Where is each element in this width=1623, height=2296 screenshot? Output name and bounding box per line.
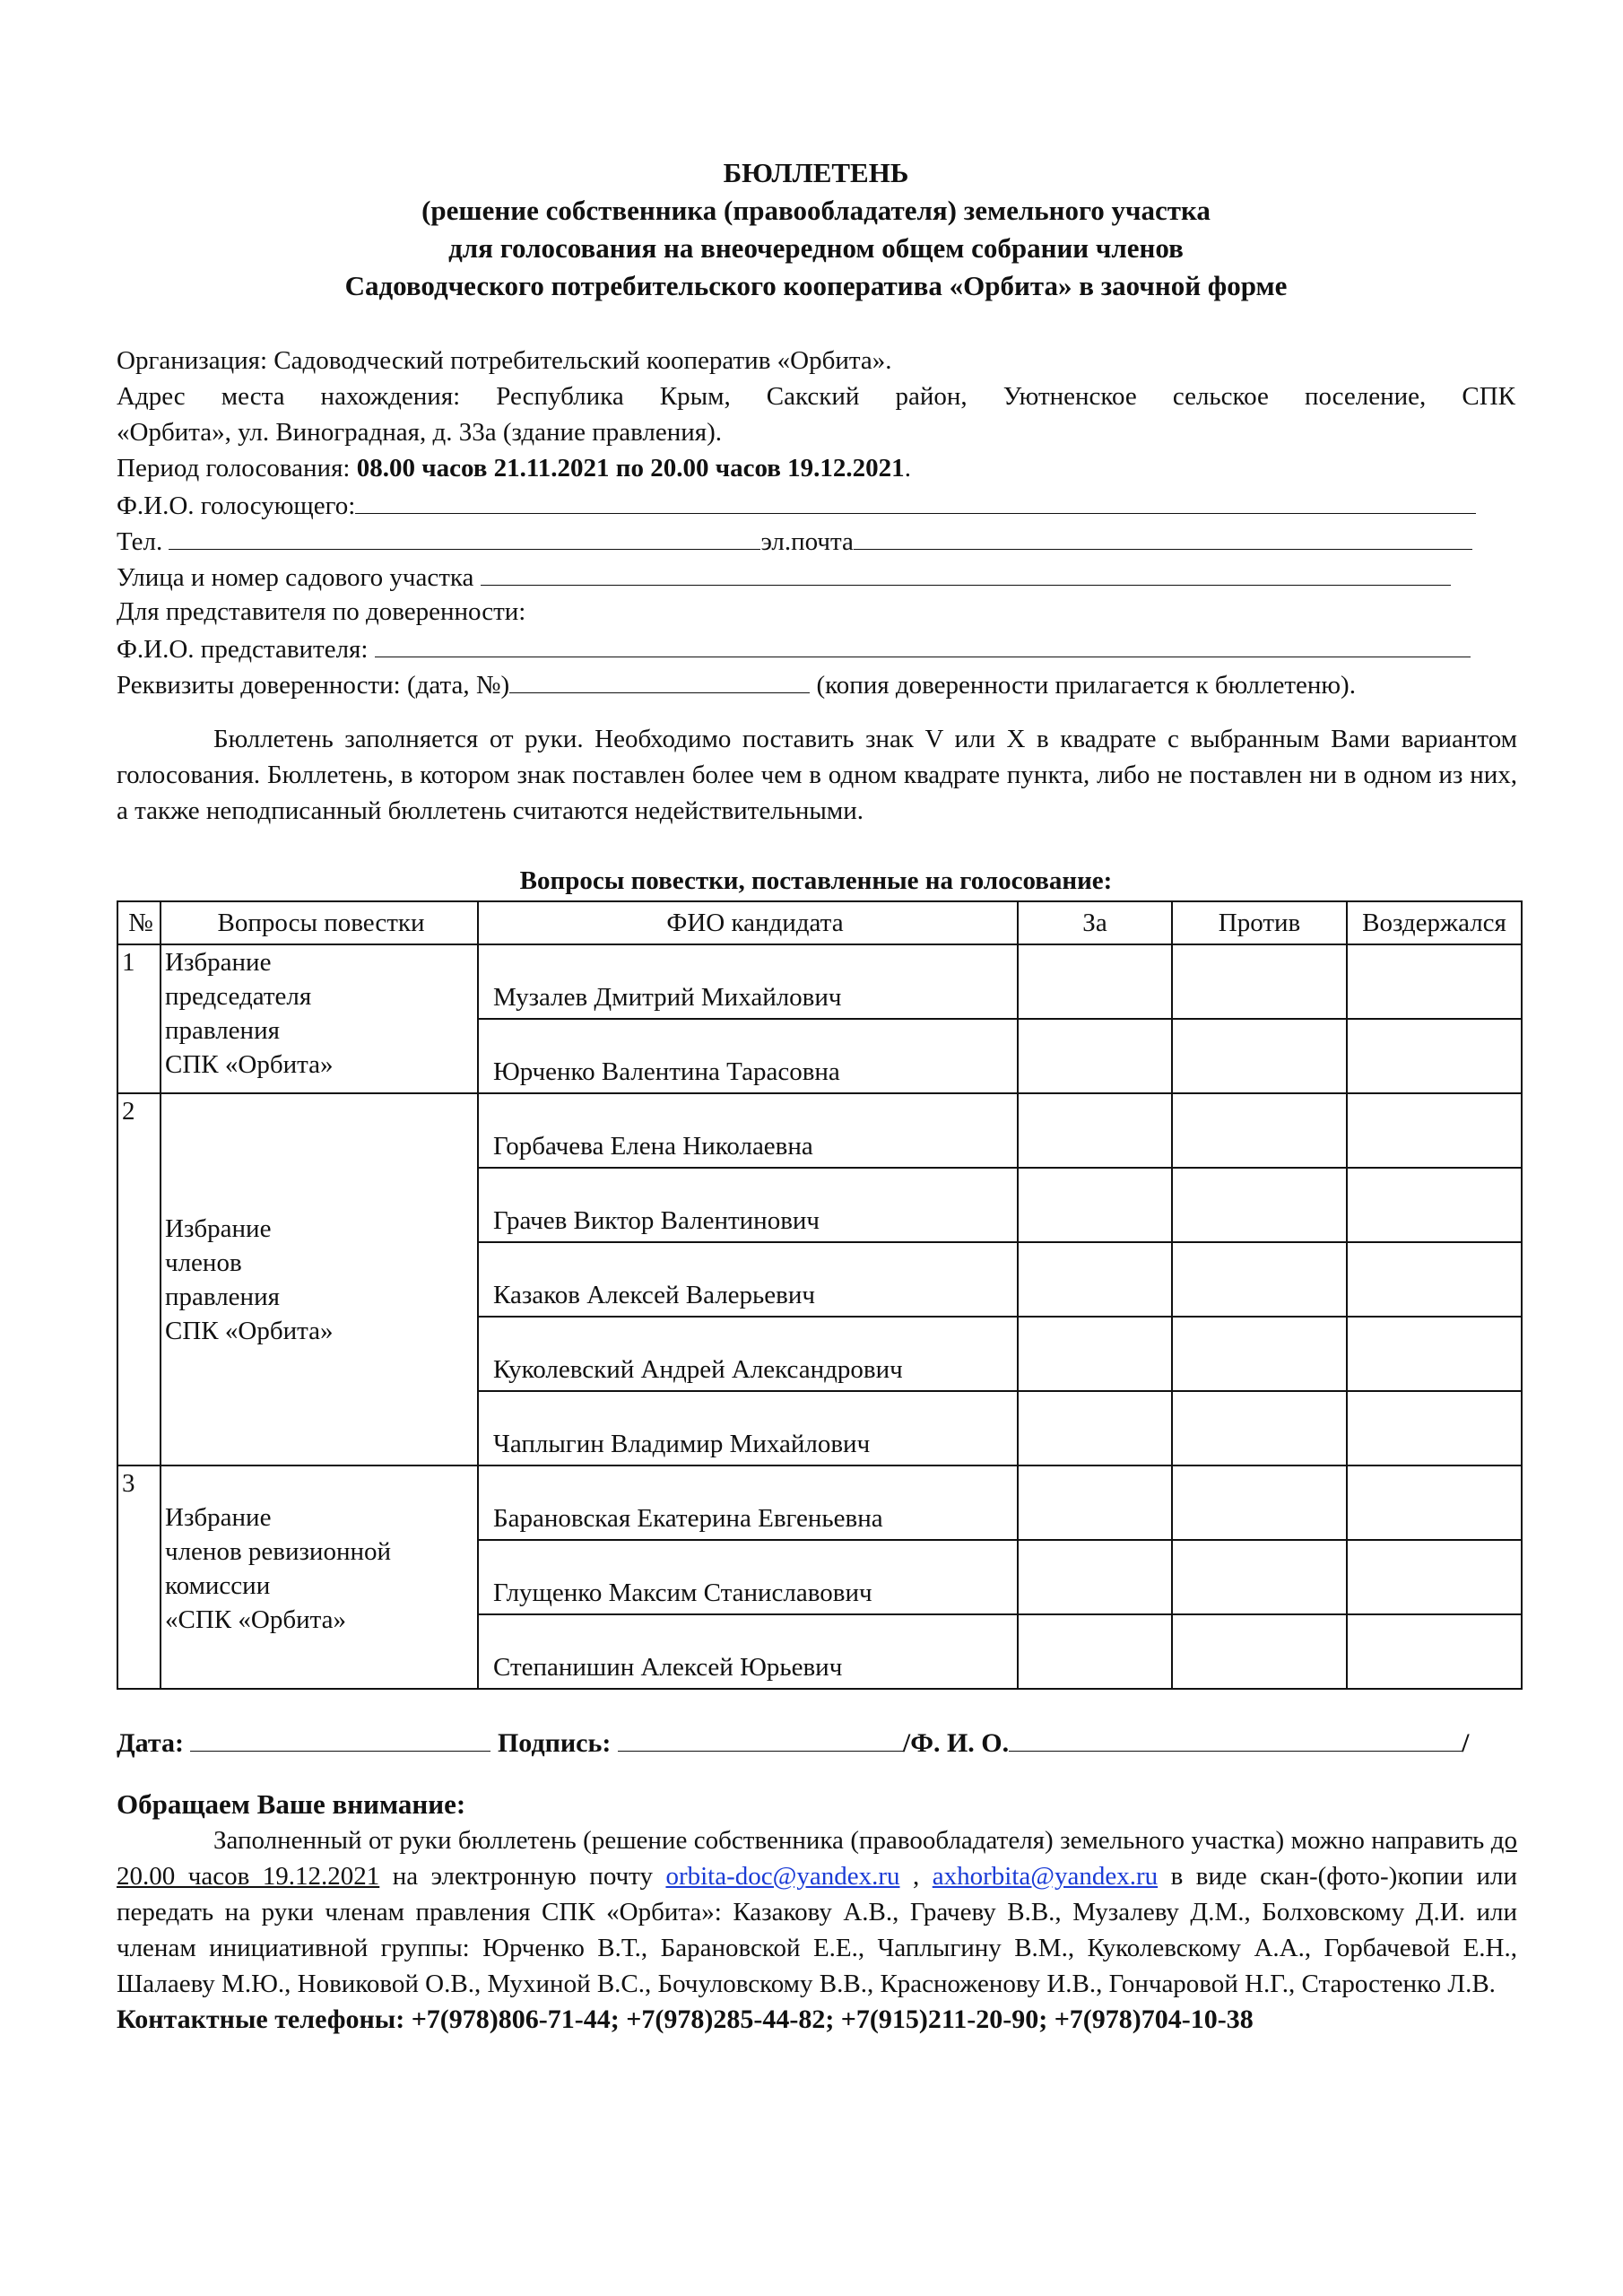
rep-fio-field[interactable]	[375, 630, 1471, 657]
vote-for-box[interactable]	[1018, 1093, 1172, 1168]
vote-abstain-box[interactable]	[1347, 1465, 1522, 1540]
vote-abstain-box[interactable]	[1347, 1168, 1522, 1242]
vote-abstain-box[interactable]	[1347, 1019, 1522, 1093]
instructions	[117, 721, 1517, 829]
candidate-name: Глущенко Максим Станиславович	[478, 1540, 1018, 1614]
table-row	[117, 944, 1522, 1019]
header-num: №	[117, 901, 161, 944]
street-field[interactable]	[481, 558, 1451, 586]
header-candidate: ФИО кандидата	[478, 901, 1018, 944]
ballot-subtitle-2: для голосования на внеочередном общем собрании членов	[448, 232, 1184, 264]
notice-paragraph	[117, 1822, 1517, 2002]
candidate-name: Барановская Екатерина Евгеньевна	[478, 1465, 1018, 1540]
question-num: 2	[117, 1093, 161, 1465]
vote-against-box[interactable]	[1172, 944, 1347, 1019]
vote-for-box[interactable]	[1018, 1168, 1172, 1242]
vote-for-box[interactable]	[1018, 1614, 1172, 1689]
header-abstain: Воздержался	[1347, 901, 1522, 944]
notice-text-2: на электронную почту	[379, 1862, 666, 1891]
ballot-subtitle-3: Садоводческого потребительского кооператива «Орбита» в заочной форме	[344, 270, 1288, 301]
question-num: 1	[117, 944, 161, 1093]
vote-abstain-box[interactable]	[1347, 1093, 1522, 1168]
table-row	[117, 1093, 1522, 1168]
voter-fio-line	[117, 486, 1515, 522]
notice-deadline: до 20.00 часов 19.12.2021	[117, 1826, 1517, 1891]
signer-fio-field[interactable]	[1009, 1722, 1462, 1752]
signature-end: /	[1462, 1728, 1470, 1758]
date-label: Дата:	[117, 1728, 184, 1758]
notice-text-1: Заполненный от руки бюллетень (решение собственника (правообладателя) земельного участка) можно направить	[213, 1826, 1491, 1855]
header-question: Вопросы повестки	[161, 901, 478, 944]
signature-line	[117, 1722, 1515, 1761]
vote-for-box[interactable]	[1018, 1317, 1172, 1391]
candidate-name: Горбачева Елена Николаевна	[478, 1093, 1018, 1168]
vote-against-box[interactable]	[1172, 1317, 1347, 1391]
ballot-header	[117, 154, 1515, 305]
vote-abstain-box[interactable]	[1347, 1317, 1522, 1391]
candidate-name: Казаков Алексей Валерьевич	[478, 1242, 1018, 1317]
signature-label: Подпись:	[497, 1728, 612, 1758]
email-link-2[interactable]: axhorbita@yandex.ru	[932, 1862, 1159, 1891]
address-line-2: «Орбита», ул. Виноградная, д. 33а (здание правления).	[117, 418, 723, 447]
date-field[interactable]	[190, 1722, 490, 1752]
info-block	[117, 343, 1515, 701]
header-against: Против	[1172, 901, 1347, 944]
ballot-subtitle-1: (решение собственника (правообладателя) земельного участка	[421, 195, 1211, 226]
ballot-title: БЮЛЛЕТЕНЬ	[723, 157, 909, 188]
candidate-name: Юрченко Валентина Тарасовна	[478, 1019, 1018, 1093]
organization-line: Организация: Садоводческий потребительский кооператив «Орбита».	[117, 346, 892, 375]
table-row	[117, 1465, 1522, 1540]
notice-text-4: в виде скан-(фото-)копии или передать на руки членам правления СПК «Орбита»: Казакову А.В., Грачеву В.В., Музалеву Д.М., Болховскому Д.И. или членам инициативной группы: Юрченко В.Т., Барановской Е.Е., Чаплыгину В.М., Куколевскому А.А., Горбачевой Е.Н., Шалаеву М.Ю., Новиковой О.В., Мухиной В.С., Бочуловскому В.В., Красноженову И.В., Гончаровой Н.Г., Старостенко Л.В.	[117, 1862, 1518, 1998]
voting-table	[117, 900, 1523, 1690]
email-link-1[interactable]: orbita-doc@yandex.ru	[665, 1862, 900, 1891]
instructions-text: Бюллетень заполняется от руки. Необходимо поставить знак V или X в квадрате с выбранным Вами вариантом голосования. Бюллетень, в котором знак поставлен более чем в одном квадрате пункта, либо не поставлен ни в одном из них, а также неподписанный бюллетень считаются недействительными.	[117, 725, 1517, 825]
power-label: Реквизиты доверенности: (дата, №)	[117, 671, 510, 700]
vote-abstain-box[interactable]	[1347, 1242, 1522, 1317]
vote-for-box[interactable]	[1018, 944, 1172, 1019]
street-label: Улица и номер садового участка	[117, 563, 474, 592]
power-note: (копия доверенности прилагается к бюллетеню).	[816, 671, 1356, 700]
period-end: .	[904, 454, 911, 483]
notice-text-3: ,	[899, 1862, 920, 1891]
vote-abstain-box[interactable]	[1347, 1540, 1522, 1614]
vote-for-box[interactable]	[1018, 1242, 1172, 1317]
notice-title: Обращаем Ваше внимание:	[117, 1788, 466, 1820]
candidate-name: Чаплыгин Владимир Михайлович	[478, 1391, 1018, 1465]
vote-abstain-box[interactable]	[1347, 1614, 1522, 1689]
vote-for-box[interactable]	[1018, 1540, 1172, 1614]
period-value: 08.00 часов 21.11.2021 по 20.00 часов 19.12.2021	[356, 454, 905, 483]
candidate-name: Куколевский Андрей Александрович	[478, 1317, 1018, 1391]
table-title: Вопросы повестки, поставленные на голосование:	[519, 866, 1113, 895]
question-text: Избрание членов ревизионной комиссии «СПК «Орбита»	[161, 1465, 478, 1689]
vote-against-box[interactable]	[1172, 1168, 1347, 1242]
header-for: За	[1018, 901, 1172, 944]
vote-against-box[interactable]	[1172, 1019, 1347, 1093]
vote-against-box[interactable]	[1172, 1093, 1347, 1168]
power-field[interactable]	[509, 665, 810, 693]
email-label: эл.почта	[760, 527, 854, 556]
vote-against-box[interactable]	[1172, 1540, 1347, 1614]
candidate-name: Музалев Дмитрий Михайлович	[478, 944, 1018, 1019]
contact-phones: Контактные телефоны: +7(978)806-71-44; +7(978)285-44-82; +7(915)211-20-90; +7(978)704-10-38	[117, 2005, 1254, 2034]
vote-against-box[interactable]	[1172, 1465, 1347, 1540]
vote-for-box[interactable]	[1018, 1391, 1172, 1465]
notice-block	[117, 1787, 1517, 2038]
candidate-name: Степанишин Алексей Юрьевич	[478, 1614, 1018, 1689]
question-num: 3	[117, 1465, 161, 1689]
candidate-name: Грачев Виктор Валентинович	[478, 1168, 1018, 1242]
rep-fio-label: Ф.И.О. представителя:	[117, 635, 369, 664]
question-text: Избрание членов правления СПК «Орбита»	[161, 1093, 478, 1465]
signer-fio-label: /Ф. И. О.	[902, 1728, 1010, 1758]
vote-against-box[interactable]	[1172, 1391, 1347, 1465]
vote-for-box[interactable]	[1018, 1465, 1172, 1540]
contact-line	[117, 522, 1515, 558]
period-label: Период голосования:	[117, 454, 357, 483]
phone-label: Тел.	[117, 527, 163, 556]
vote-against-box[interactable]	[1172, 1242, 1347, 1317]
address-line-1: Адрес места нахождения: Республика Крым, Сакский район, Уютненское сельское поселение, СПК	[117, 382, 1515, 411]
power-of-attorney-line	[117, 665, 1515, 701]
signature-field[interactable]	[618, 1722, 903, 1752]
table-header-row	[117, 901, 1522, 944]
email-field[interactable]	[854, 522, 1472, 550]
voter-fio-field[interactable]	[355, 486, 1476, 514]
vote-abstain-box[interactable]	[1347, 944, 1522, 1019]
representative-line: Для представителя по доверенности:	[117, 597, 526, 626]
rep-fio-line	[117, 630, 1515, 665]
street-line	[117, 558, 1515, 594]
vote-against-box[interactable]	[1172, 1614, 1347, 1689]
vote-for-box[interactable]	[1018, 1019, 1172, 1093]
question-text: Избрание председателя правления СПК «Орбита»	[161, 944, 478, 1093]
period-line	[117, 450, 1515, 486]
phone-field[interactable]	[169, 522, 760, 550]
voter-fio-label: Ф.И.О. голосующего:	[117, 491, 356, 520]
vote-abstain-box[interactable]	[1347, 1391, 1522, 1465]
